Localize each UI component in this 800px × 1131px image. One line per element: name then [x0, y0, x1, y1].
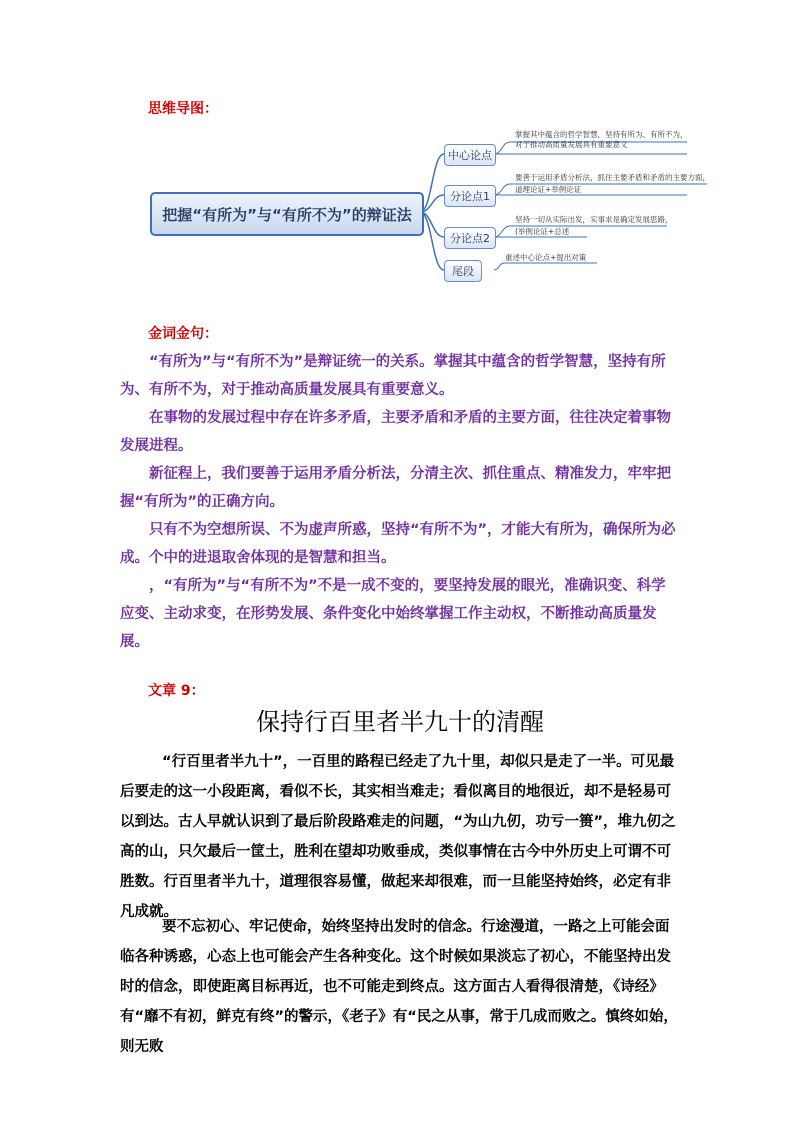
mind-map-leaf: 重述中心论点+提出对策: [505, 253, 587, 262]
article-title: 保持行百里者半九十的清醒: [256, 708, 544, 736]
mindmap-heading: 思维导图：: [148, 101, 218, 117]
mind-map-leaf: 坚持一切从实际出发，实事求是确定发展思路，: [515, 215, 673, 224]
mind-map: [147, 120, 710, 292]
mind-map-node-ending: 尾段: [444, 260, 482, 282]
article-paragraph: “行百里者半九十”，一百里的路程已经走了九十里，却似只是走了一半。可见最后要走的这一小段距离，看似不长，其实相当难走；看似离目的地很近，却不是轻易可以到达。古人早就认识到了最后阶段路难走的问题，“为山九仞，功亏一篑”，堆九仞之高的山，只欠最后一筐土，胜利在望却功败垂成，类似事情在古今中外历史上可谓不可胜数。行百里者半九十，道理很容易懂，做起来却很难，而一旦能坚持始终，必定有非凡成就。: [120, 754, 676, 920]
quotes-list: [120, 348, 680, 656]
mind-map-root: 把握“有所为”与“有所不为”的辩证法: [150, 192, 424, 236]
article-paragraph: 要不忘初心、牢记使命，始终坚持出发时的信念。行途漫道，一路之上可能会面临各种诱惑，心态上也可能会产生各种变化。这个时候如果淡忘了初心，不能坚持出发时的信念，即使距离目标再近，也不可能走到终点。这方面古人看得很清楚，《诗经》有“靡不有初，鲜克有终”的警示，《老子》有“民之从事，常于几成而败之。慎终如始，则无败: [120, 919, 678, 1055]
quotes-heading: 金词金句：: [148, 326, 218, 342]
mind-map-leaf: 掌握其中蕴含的哲学智慧，坚持有所为、有所不为，: [515, 130, 688, 139]
quote-paragraph: ，“有所为”与“有所不为”不是一成不变的，要坚持发展的眼光，准确识变、科学应变、主动求变，在形势发展、条件变化中始终掌握工作主动权，不断推动高质量发展。: [120, 578, 666, 650]
mind-map-leaf: (举例论证+总述: [515, 227, 570, 236]
mind-map-node-sub2: 分论点2: [444, 227, 496, 249]
quote-paragraph: “有所为”与“有所不为”是辩证统一的关系。掌握其中蕴含的哲学智慧，坚持有所为、有所不为，对于推动高质量发展具有重要意义。: [120, 354, 666, 398]
quote-paragraph: 新征程上，我们要善于运用矛盾分析法，分清主次、抓住重点、精准发力，牢牢把握“有所为”的正确方向。: [120, 466, 671, 510]
mind-map-leaf: 对于推动高质量发展具有重要意义: [515, 140, 628, 149]
mind-map-node-sub1: 分论点1: [444, 185, 496, 207]
quote-paragraph: 只有不为空想所误、不为虚声所惑，坚持“有所不为”，才能大有所为，确保所为必成。个中的进退取舍体现的是智慧和担当。: [120, 522, 676, 566]
quote-paragraph: 在事物的发展过程中存在许多矛盾，主要矛盾和矛盾的主要方面，往往决定着事物发展进程。: [120, 410, 671, 454]
mind-map-node-central: 中心论点: [444, 144, 496, 166]
article-heading: 文章 9：: [148, 683, 205, 699]
mind-map-leaf: 要善于运用矛盾分析法，抓住主要矛盾和矛盾的主要方面，: [515, 173, 710, 182]
mind-map-leaf: 道理论证+举例论证: [515, 185, 582, 194]
